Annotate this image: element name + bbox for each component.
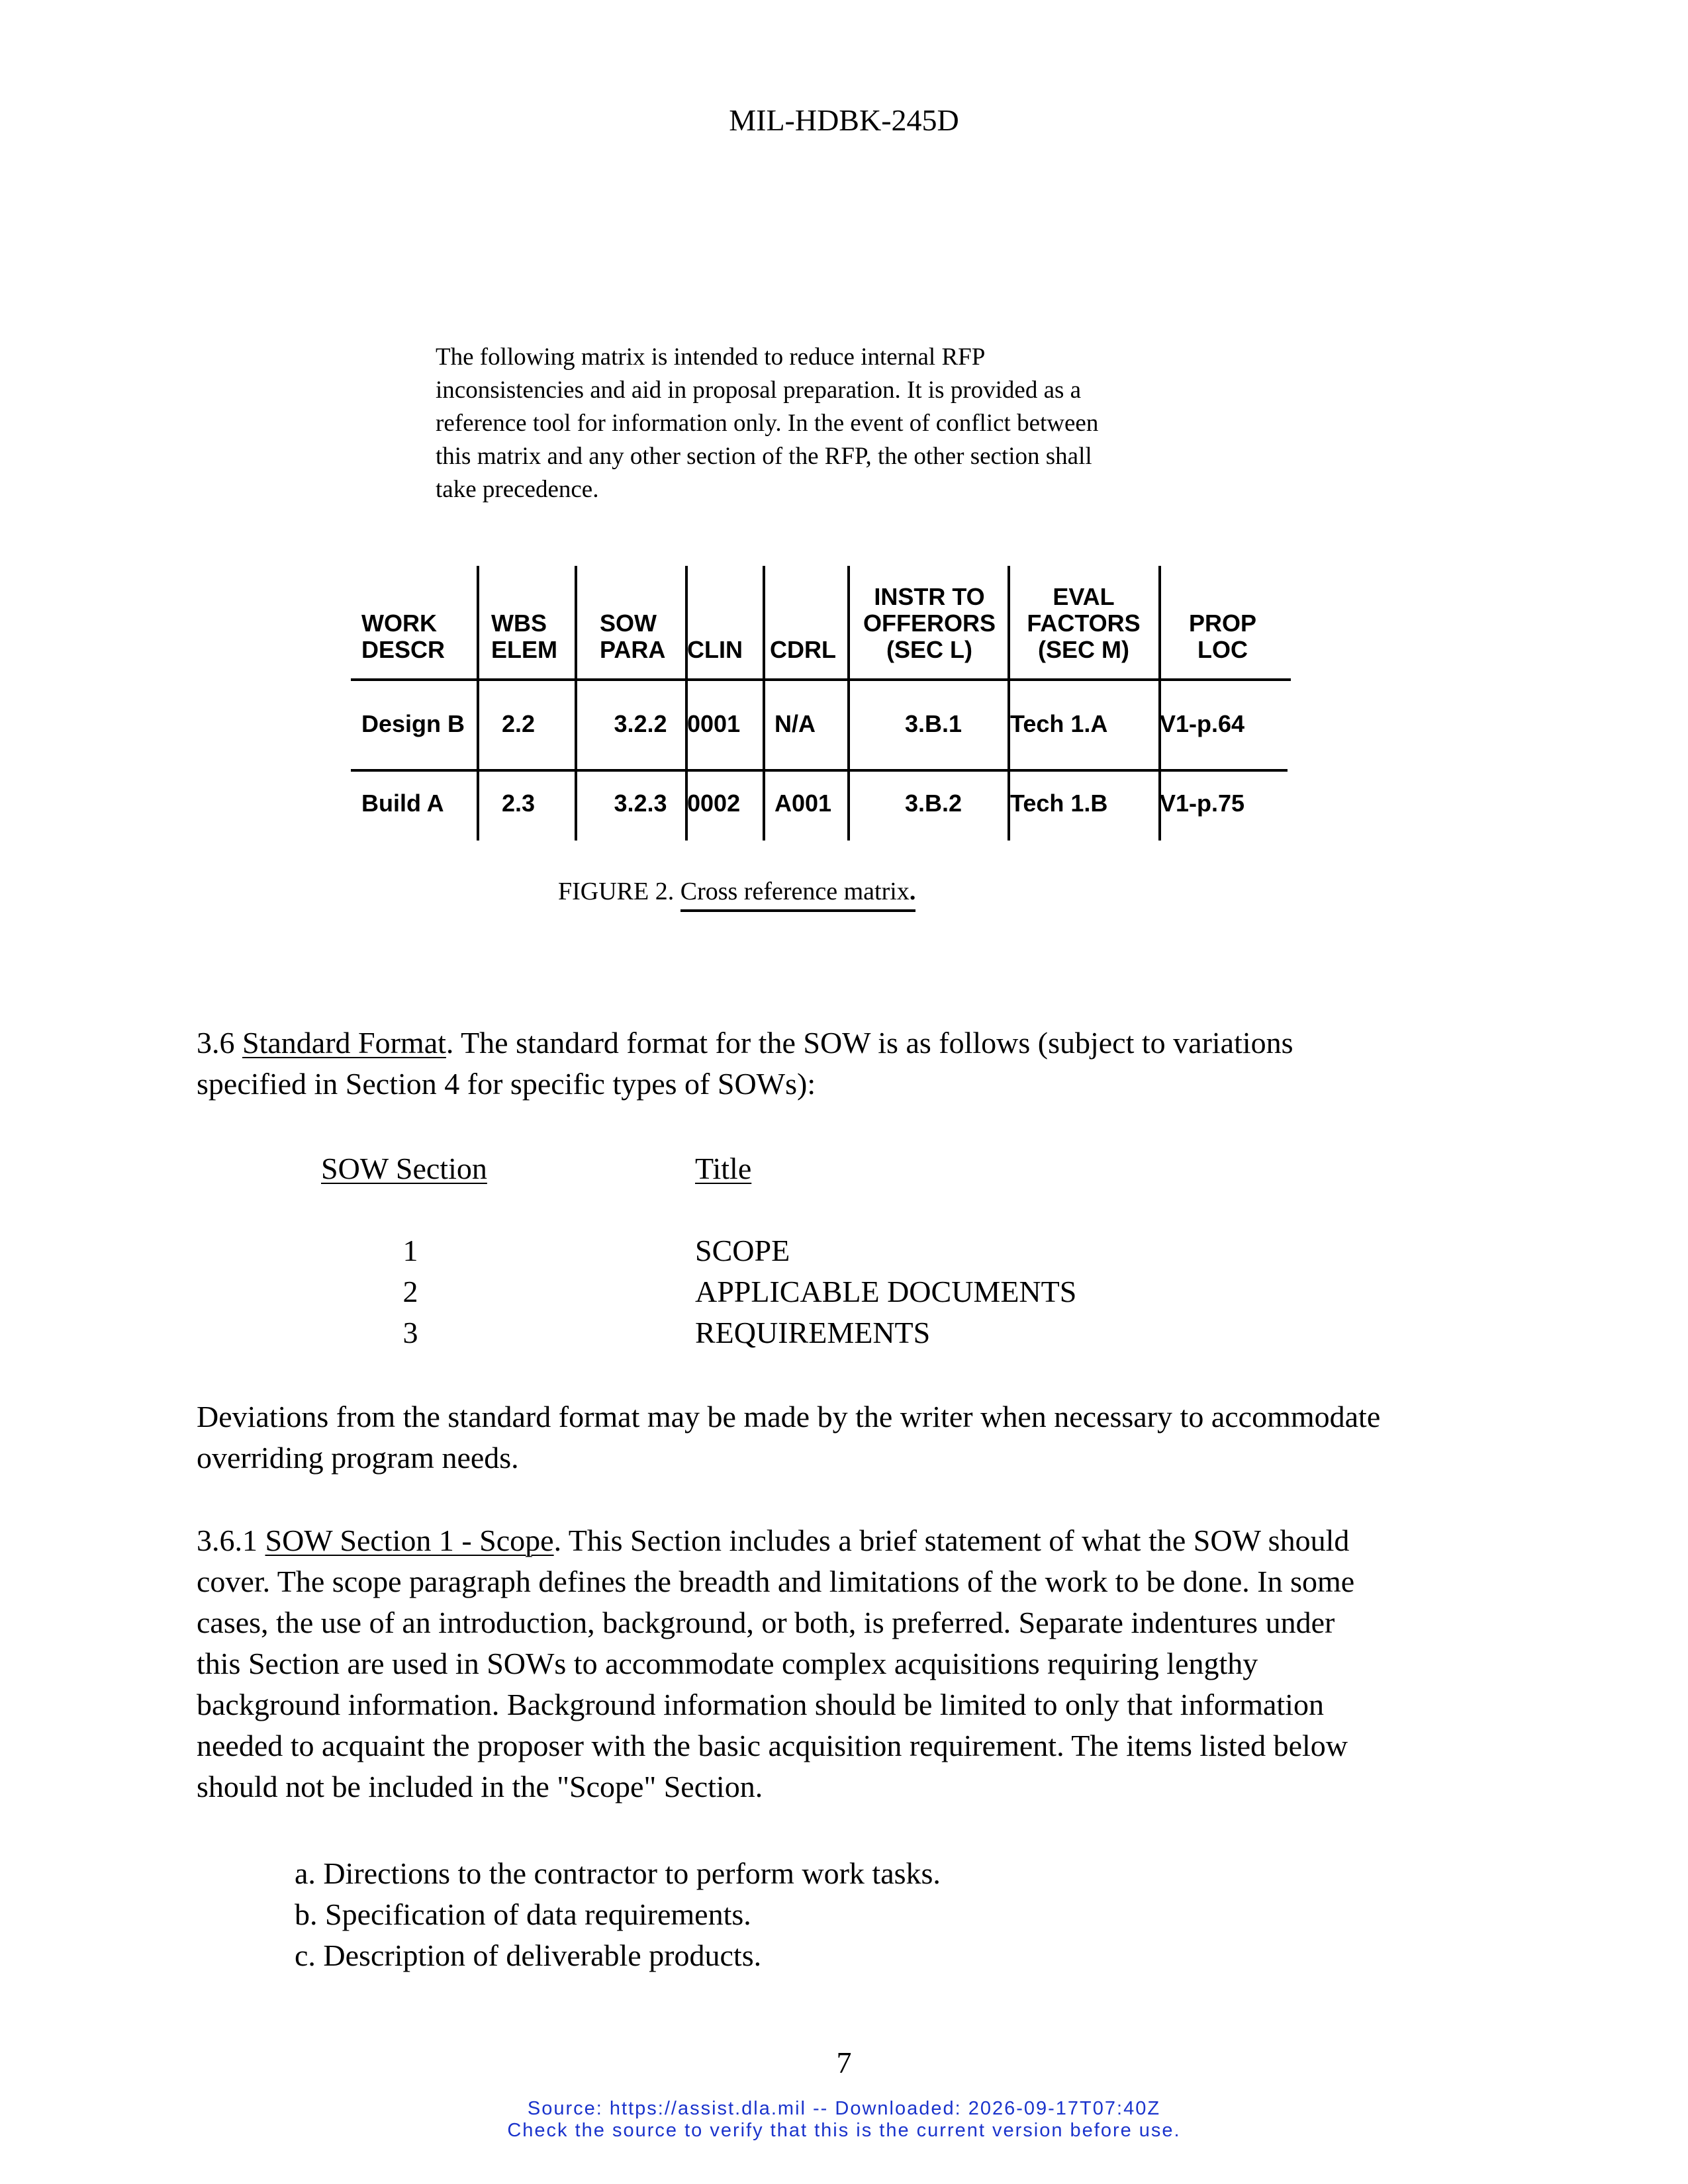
matrix-header-cell: WORK <box>361 610 437 637</box>
figure-caption-prefix: FIGURE 2. <box>558 878 680 905</box>
deviations-paragraph <box>197 1396 1514 1479</box>
matrix-header-cell: FACTORS <box>1027 610 1141 637</box>
page-number: 7 <box>836 2046 852 2079</box>
matrix-data-cell: Build A <box>361 790 444 817</box>
sow-section-number: 3 <box>402 1316 418 1349</box>
matrix-header-cell: LOC <box>1197 636 1248 663</box>
figure-caption-period: . <box>909 878 916 905</box>
matrix-data-cell: V1-p.75 <box>1160 790 1245 817</box>
matrix-data-cell: 3.B.1 <box>904 710 962 737</box>
figure-caption <box>558 877 915 906</box>
scope-exclusion-list <box>295 1853 941 1976</box>
matrix-data-cell: 3.B.2 <box>904 790 962 817</box>
list-item: b. Specification of data requirements. <box>295 1897 751 1931</box>
section-3-6-paragraph <box>197 1023 1514 1105</box>
deviations-line: overriding program needs. <box>197 1441 519 1475</box>
matrix-data-cell: 0001 <box>687 710 741 737</box>
matrix-data-cell: Design B <box>361 710 465 737</box>
section-3-6-1-line: cases, the use of an introduction, background, or both, is preferred. Separate indentures under <box>197 1606 1335 1639</box>
matrix-intro-paragraph <box>434 341 1229 506</box>
sow-section-number: 1 <box>402 1234 418 1267</box>
list-item: a. Directions to the contractor to perform work tasks. <box>295 1856 941 1890</box>
section-3-6-1-line: this Section are used in SOWs to accommodate complex acquisitions requiring lengthy <box>197 1647 1258 1680</box>
matrix-header-cell: CLIN <box>687 636 743 663</box>
matrix-header-cell: PARA <box>600 636 666 663</box>
matrix-column-rule <box>763 566 765 841</box>
intro-line: The following matrix is intended to reduce internal RFP <box>436 343 986 371</box>
intro-line: take precedence. <box>436 476 599 503</box>
section-text: . The standard format for the SOW is as follows (subject to variations <box>445 1026 1293 1060</box>
matrix-data-cell: 2.2 <box>502 710 536 737</box>
sow-section-title: SCOPE <box>695 1234 790 1267</box>
sow-section-number: 2 <box>402 1275 418 1308</box>
matrix-data-cell: V1-p.64 <box>1160 710 1245 737</box>
intro-line: reference tool for information only. In the event of conflict between <box>436 410 1099 437</box>
intro-line: this matrix and any other section of the RFP, the other section shall <box>436 443 1092 470</box>
matrix-header-cell: SOW <box>600 610 657 637</box>
matrix-column-rule <box>575 566 577 841</box>
matrix-header-rule <box>351 678 1291 681</box>
document-id-header: MIL-HDBK-245D <box>729 103 959 137</box>
matrix-header-cell: CDRL <box>770 636 836 663</box>
matrix-header-cell: (SEC M) <box>1038 636 1129 663</box>
section-number: 3.6.1 <box>197 1524 265 1557</box>
matrix-header-cell: OFFERORS <box>863 610 996 637</box>
section-text: . This Section includes a brief statement of what the SOW should <box>553 1524 1350 1557</box>
matrix-data-cell: 3.2.2 <box>614 710 667 737</box>
matrix-header-cell: EVAL <box>1053 583 1115 610</box>
matrix-data-cell: 2.3 <box>502 790 536 817</box>
matrix-column-rule <box>847 566 850 841</box>
matrix-header-cell: (SEC L) <box>886 636 972 663</box>
sow-section-title: REQUIREMENTS <box>695 1316 931 1349</box>
download-source-footer <box>0 2098 1688 2142</box>
matrix-header-cell: INSTR TO <box>874 583 985 610</box>
section-3-6-1-line: cover. The scope paragraph defines the breadth and limitations of the work to be done. In some <box>197 1565 1355 1598</box>
deviations-line: Deviations from the standard format may be made by the writer when necessary to accommodate <box>197 1400 1381 1433</box>
intro-line: inconsistencies and aid in proposal preparation. It is provided as a <box>436 377 1082 404</box>
section-3-6-1-line: should not be included in the "Scope" Section. <box>197 1770 763 1803</box>
list-item: c. Description of deliverable products. <box>295 1938 762 1972</box>
section-heading: Standard Format <box>242 1026 446 1060</box>
matrix-header-cell: PROP <box>1188 610 1257 637</box>
sow-section-title: APPLICABLE DOCUMENTS <box>695 1275 1077 1308</box>
matrix-data-cell: Tech 1.B <box>1010 790 1108 817</box>
section-3-6-1-line <box>197 1520 1514 1561</box>
matrix-header-cell: ELEM <box>491 636 558 663</box>
cross-reference-matrix <box>351 563 1291 841</box>
matrix-column-rule <box>477 566 479 841</box>
figure-caption-title: Cross reference matrix <box>680 878 910 905</box>
matrix-header-cell: WBS <box>491 610 547 637</box>
section-heading: SOW Section 1 - Scope <box>265 1524 554 1557</box>
matrix-data-cell: Tech 1.A <box>1010 710 1108 737</box>
matrix-header-cell: DESCR <box>361 636 445 663</box>
matrix-data-cell: N/A <box>774 710 816 737</box>
footer-verify-line: Check the source to verify that this is the current version before use. <box>507 2120 1181 2141</box>
sow-section-column-header: SOW Section <box>321 1152 487 1185</box>
section-3-6-1-line: background information. Background information should be limited to only that information <box>197 1688 1324 1721</box>
section-3-6-line <box>197 1023 1514 1064</box>
section-number: 3.6 <box>197 1026 242 1060</box>
title-column-header: Title <box>695 1152 752 1185</box>
matrix-data-cell: 0002 <box>687 790 741 817</box>
section-3-6-1-paragraph <box>197 1520 1514 1807</box>
matrix-data-cell: 3.2.3 <box>614 790 667 817</box>
section-3-6-line: specified in Section 4 for specific types of SOWs): <box>197 1067 816 1101</box>
section-3-6-1-line: needed to acquaint the proposer with the basic acquisition requirement. The items listed below <box>197 1729 1348 1762</box>
matrix-row-rule <box>351 769 1288 772</box>
matrix-data-cell: A001 <box>774 790 832 817</box>
footer-source-line: Source: https://assist.dla.mil -- Downloaded: 2026-09-17T07:40Z <box>527 2098 1161 2119</box>
